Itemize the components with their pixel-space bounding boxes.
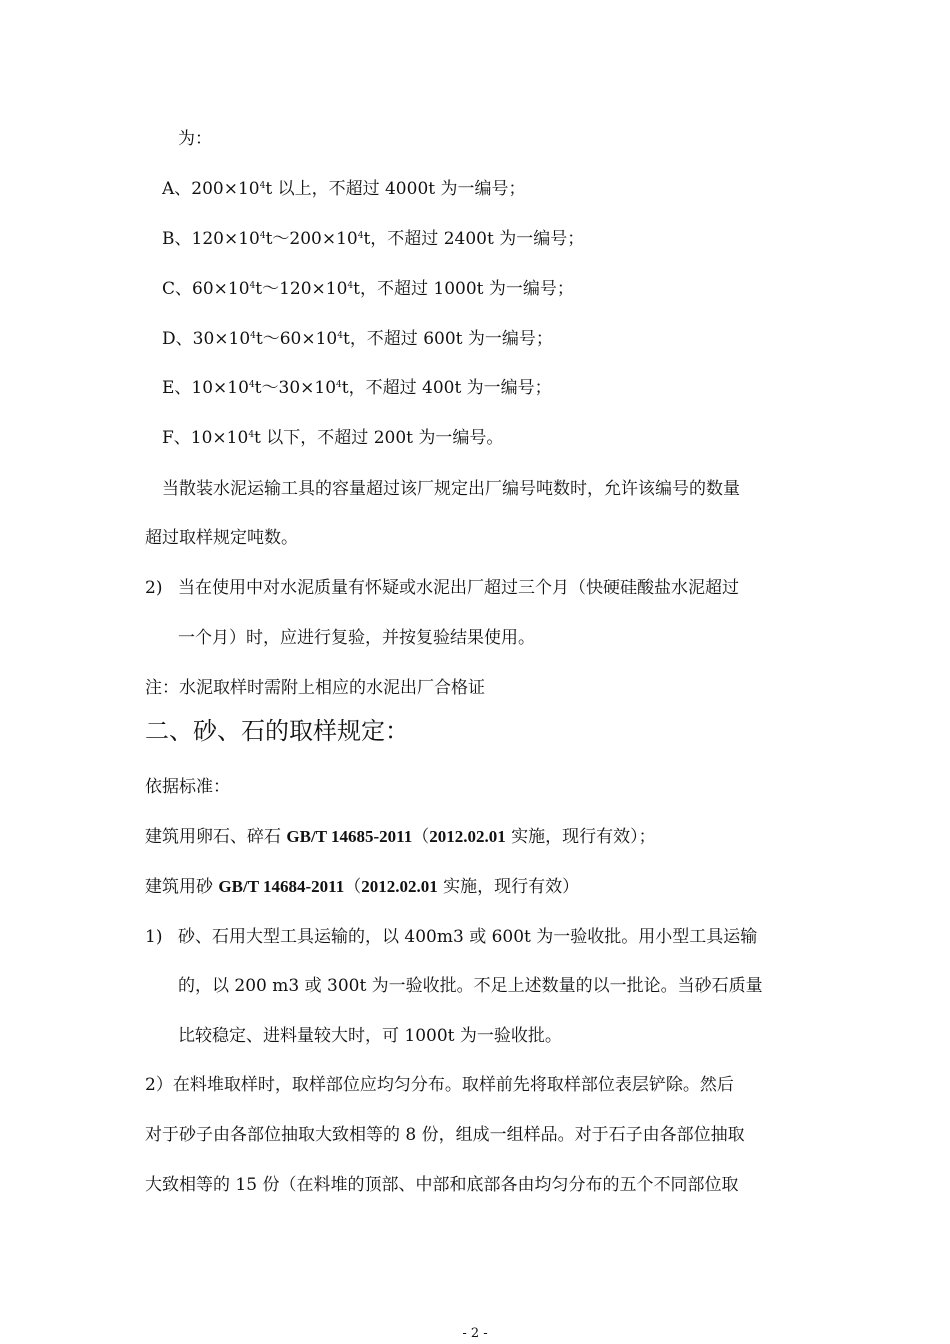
standard-sand: 建筑用砂 GB/T 14684-2011（2012.02.01 实施，现行有效） [145, 877, 580, 897]
intro-tail: 为： [178, 129, 212, 149]
list-item-e: E、$10\times 10^4t\sim 30\times 10^4t$，不超过 400t 为一编号； [162, 378, 552, 398]
bulk-paragraph-line2: 超过取样规定吨数。 [145, 528, 298, 548]
list-item-f: F、$10\times 10^4t$ 以下，不超过 200t 为一编号。 [162, 428, 504, 448]
list-item-c: C、$60\times 10^4t\sim 120\times 10^4t$，不超过 1000t 为一编号； [162, 279, 574, 299]
sand-item-1-line3: 比较稳定、进料量较大时，可 1000t 为一验收批。 [178, 1026, 562, 1046]
page-number: - 2 - [462, 1326, 488, 1341]
item-2-marker: 2) [145, 578, 163, 598]
bulk-paragraph-line1: 当散装水泥运输工具的容量超过该厂规定出厂编号吨数时，允许该编号的数量 [162, 479, 740, 499]
item-2-line2: 一个月）时，应进行复验，并按复验结果使用。 [178, 628, 535, 648]
sand-item-2-line1: 2）在料堆取样时，取样部位应均匀分布。取样前先将取样部位表层铲除。然后 [145, 1075, 734, 1095]
basis-label: 依据标准： [145, 777, 230, 797]
sand-item-1-marker: 1) [145, 927, 163, 947]
cement-note: 注：水泥取样时需附上相应的水泥出厂合格证 [145, 678, 485, 698]
list-item-a: A、$200\times 10^4t$ 以上，不超过 4000t 为一编号； [162, 179, 526, 199]
sand-item-1-line2: 的，以 200 m3 或 300t 为一验收批。不足上述数量的以一批论。当砂石质量 [178, 976, 763, 996]
sand-item-1-line1: 砂、石用大型工具运输的，以 400m3 或 600t 为一验收批。用小型工具运输 [178, 927, 758, 947]
list-item-b: B、$120\times 10^4t\sim 200\times 10^4t$，不超过 2400t 为一编号； [162, 229, 585, 249]
item-2-line1: 当在使用中对水泥质量有怀疑或水泥出厂超过三个月（快硬硅酸盐水泥超过 [178, 578, 739, 598]
sand-item-2-line3: 大致相等的 15 份（在料堆的顶部、中部和底部各由均匀分布的五个不同部位取 [145, 1175, 739, 1195]
list-item-d: D、$30\times 10^4t\sim 60\times 10^4t$，不超过 600t 为一编号； [162, 329, 553, 349]
sand-item-2-line2: 对于砂子由各部位抽取大致相等的 8 份，组成一组样品。对于石子由各部位抽取 [145, 1125, 745, 1145]
section-2-heading: 二、砂、石的取样规定： [145, 717, 409, 745]
standard-gravel: 建筑用卵石、碎石 GB/T 14685-2011（2012.02.01 实施，现行有效）； [145, 827, 656, 847]
